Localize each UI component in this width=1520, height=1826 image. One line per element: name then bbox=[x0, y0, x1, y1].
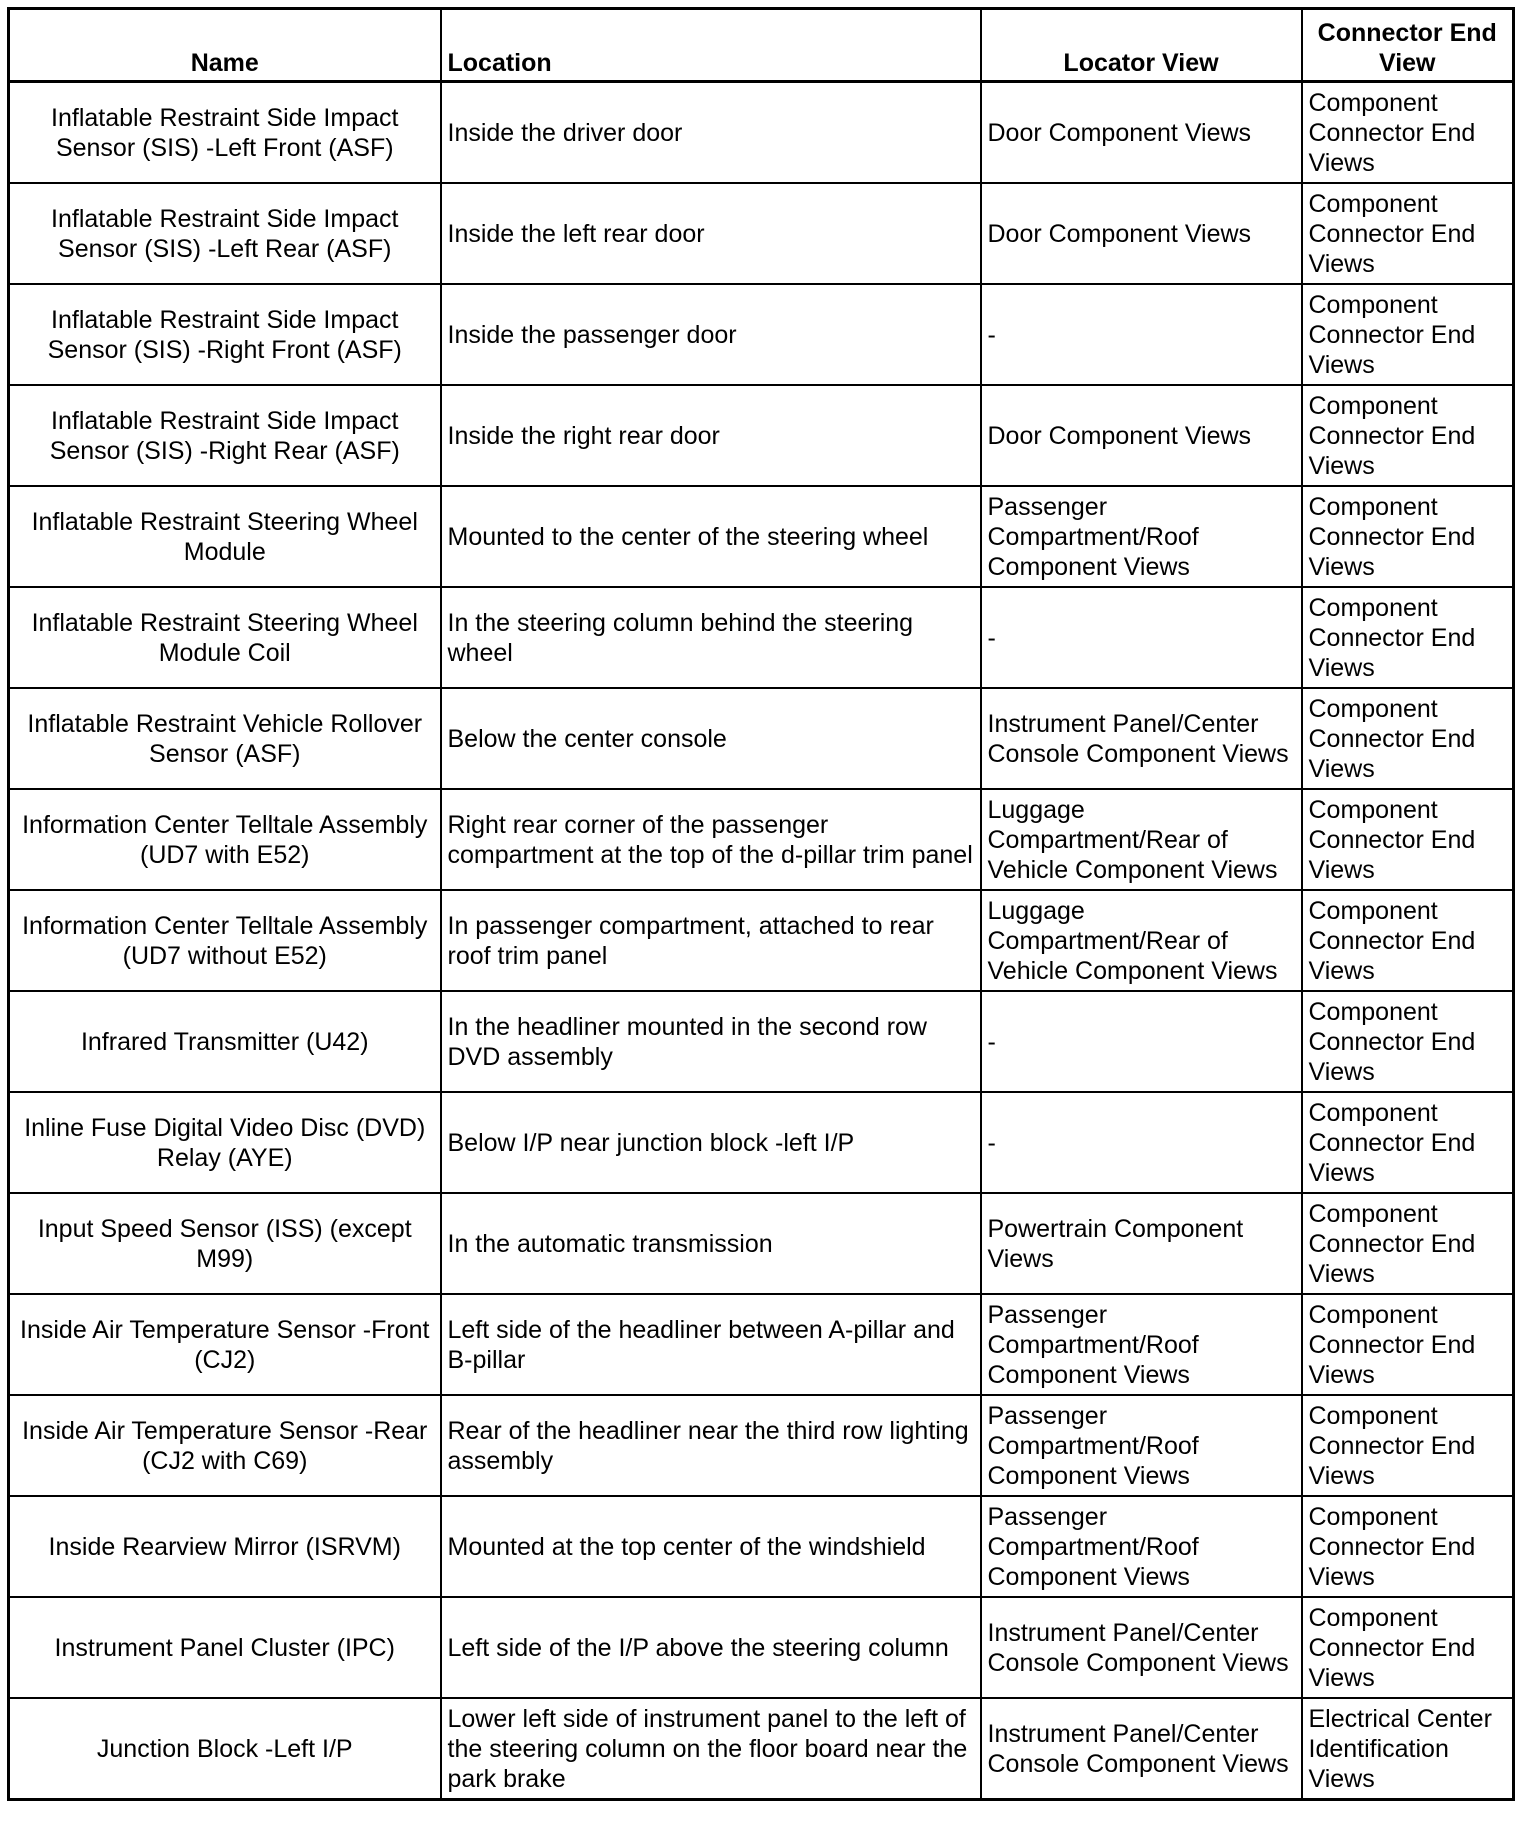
cell-connector-end-view: Component Connector End Views bbox=[1302, 486, 1514, 587]
table-row bbox=[9, 890, 1514, 991]
table-row bbox=[9, 688, 1514, 789]
cell-name: Junction Block -Left I/P bbox=[9, 1698, 441, 1800]
cell-connector-end-view: Component Connector End Views bbox=[1302, 688, 1514, 789]
cell-name: Inflatable Restraint Steering Wheel Module bbox=[9, 486, 441, 587]
cell-connector-end-view: Component Connector End Views bbox=[1302, 1294, 1514, 1395]
cell-connector-end-view: Component Connector End Views bbox=[1302, 1193, 1514, 1294]
cell-name: Inflatable Restraint Side Impact Sensor (SIS) -Right Rear (ASF) bbox=[9, 385, 441, 486]
cell-locator-view: - bbox=[981, 991, 1302, 1092]
cell-connector-end-view: Component Connector End Views bbox=[1302, 385, 1514, 486]
table-row bbox=[9, 1496, 1514, 1597]
cell-locator-view: Instrument Panel/Center Console Component Views bbox=[981, 1597, 1302, 1698]
table-row bbox=[9, 1395, 1514, 1496]
table-row bbox=[9, 82, 1514, 184]
cell-locator-view: Instrument Panel/Center Console Component Views bbox=[981, 1698, 1302, 1800]
cell-location: Inside the driver door bbox=[441, 82, 981, 184]
cell-name: Infrared Transmitter (U42) bbox=[9, 991, 441, 1092]
cell-locator-view: Instrument Panel/Center Console Component Views bbox=[981, 688, 1302, 789]
cell-locator-view: Luggage Compartment/Rear of Vehicle Component Views bbox=[981, 789, 1302, 890]
table-row bbox=[9, 183, 1514, 284]
cell-name: Instrument Panel Cluster (IPC) bbox=[9, 1597, 441, 1698]
cell-connector-end-view: Component Connector End Views bbox=[1302, 890, 1514, 991]
table-row bbox=[9, 789, 1514, 890]
table-row bbox=[9, 385, 1514, 486]
cell-connector-end-view: Component Connector End Views bbox=[1302, 82, 1514, 184]
cell-locator-view: Passenger Compartment/Roof Component Views bbox=[981, 486, 1302, 587]
cell-location: In the headliner mounted in the second row DVD assembly bbox=[441, 991, 981, 1092]
cell-name: Inline Fuse Digital Video Disc (DVD) Relay (AYE) bbox=[9, 1092, 441, 1193]
cell-locator-view: Passenger Compartment/Roof Component Views bbox=[981, 1294, 1302, 1395]
component-locator-table bbox=[7, 7, 1515, 1801]
table-row bbox=[9, 991, 1514, 1092]
cell-locator-view: Passenger Compartment/Roof Component Views bbox=[981, 1395, 1302, 1496]
cell-locator-view: Powertrain Component Views bbox=[981, 1193, 1302, 1294]
cell-connector-end-view: Component Connector End Views bbox=[1302, 1597, 1514, 1698]
table-row bbox=[9, 587, 1514, 688]
cell-location: In the steering column behind the steering wheel bbox=[441, 587, 981, 688]
cell-name: Input Speed Sensor (ISS) (except M99) bbox=[9, 1193, 441, 1294]
cell-connector-end-view: Component Connector End Views bbox=[1302, 991, 1514, 1092]
cell-location: Inside the passenger door bbox=[441, 284, 981, 385]
table-row bbox=[9, 486, 1514, 587]
table-row bbox=[9, 1092, 1514, 1193]
cell-locator-view: Door Component Views bbox=[981, 183, 1302, 284]
cell-locator-view: Luggage Compartment/Rear of Vehicle Component Views bbox=[981, 890, 1302, 991]
header-name: Name bbox=[9, 9, 441, 82]
cell-location: Mounted at the top center of the windshield bbox=[441, 1496, 981, 1597]
cell-locator-view: Door Component Views bbox=[981, 385, 1302, 486]
cell-name: Inside Rearview Mirror (ISRVM) bbox=[9, 1496, 441, 1597]
cell-locator-view: - bbox=[981, 587, 1302, 688]
cell-location: In passenger compartment, attached to rear roof trim panel bbox=[441, 890, 981, 991]
cell-location: Left side of the I/P above the steering column bbox=[441, 1597, 981, 1698]
cell-connector-end-view: Component Connector End Views bbox=[1302, 1092, 1514, 1193]
cell-name: Inflatable Restraint Vehicle Rollover Sensor (ASF) bbox=[9, 688, 441, 789]
cell-location: Inside the right rear door bbox=[441, 385, 981, 486]
table-row bbox=[9, 1193, 1514, 1294]
cell-connector-end-view: Component Connector End Views bbox=[1302, 183, 1514, 284]
table-row bbox=[9, 284, 1514, 385]
cell-name: Inflatable Restraint Steering Wheel Module Coil bbox=[9, 587, 441, 688]
cell-location: Lower left side of instrument panel to the left of the steering column on the floor board near the park brake bbox=[441, 1698, 981, 1800]
cell-name: Inflatable Restraint Side Impact Sensor (SIS) -Right Front (ASF) bbox=[9, 284, 441, 385]
cell-location: Inside the left rear door bbox=[441, 183, 981, 284]
header-location: Location bbox=[441, 9, 981, 82]
cell-location: Below the center console bbox=[441, 688, 981, 789]
table-header-row bbox=[9, 9, 1514, 82]
cell-location: Rear of the headliner near the third row lighting assembly bbox=[441, 1395, 981, 1496]
cell-connector-end-view: Component Connector End Views bbox=[1302, 789, 1514, 890]
cell-location: Right rear corner of the passenger compartment at the top of the d-pillar trim panel bbox=[441, 789, 981, 890]
cell-connector-end-view: Component Connector End Views bbox=[1302, 1395, 1514, 1496]
cell-connector-end-view: Component Connector End Views bbox=[1302, 284, 1514, 385]
table-row bbox=[9, 1597, 1514, 1698]
cell-locator-view: Passenger Compartment/Roof Component Views bbox=[981, 1496, 1302, 1597]
cell-locator-view: - bbox=[981, 284, 1302, 385]
cell-name: Information Center Telltale Assembly (UD7 with E52) bbox=[9, 789, 441, 890]
cell-location: In the automatic transmission bbox=[441, 1193, 981, 1294]
cell-locator-view: - bbox=[981, 1092, 1302, 1193]
cell-connector-end-view: Component Connector End Views bbox=[1302, 1496, 1514, 1597]
header-connector-end-view: Connector End View bbox=[1302, 9, 1514, 82]
cell-connector-end-view: Component Connector End Views bbox=[1302, 587, 1514, 688]
cell-locator-view: Door Component Views bbox=[981, 82, 1302, 184]
cell-location: Mounted to the center of the steering wheel bbox=[441, 486, 981, 587]
cell-name: Inflatable Restraint Side Impact Sensor (SIS) -Left Front (ASF) bbox=[9, 82, 441, 184]
cell-connector-end-view: Electrical Center Identification Views bbox=[1302, 1698, 1514, 1800]
cell-name: Information Center Telltale Assembly (UD7 without E52) bbox=[9, 890, 441, 991]
cell-name: Inside Air Temperature Sensor -Front (CJ2) bbox=[9, 1294, 441, 1395]
cell-location: Below I/P near junction block -left I/P bbox=[441, 1092, 981, 1193]
cell-name: Inflatable Restraint Side Impact Sensor (SIS) -Left Rear (ASF) bbox=[9, 183, 441, 284]
table-row bbox=[9, 1294, 1514, 1395]
cell-name: Inside Air Temperature Sensor -Rear (CJ2 with C69) bbox=[9, 1395, 441, 1496]
header-locator-view: Locator View bbox=[981, 9, 1302, 82]
table-row bbox=[9, 1698, 1514, 1800]
cell-location: Left side of the headliner between A-pillar and B-pillar bbox=[441, 1294, 981, 1395]
